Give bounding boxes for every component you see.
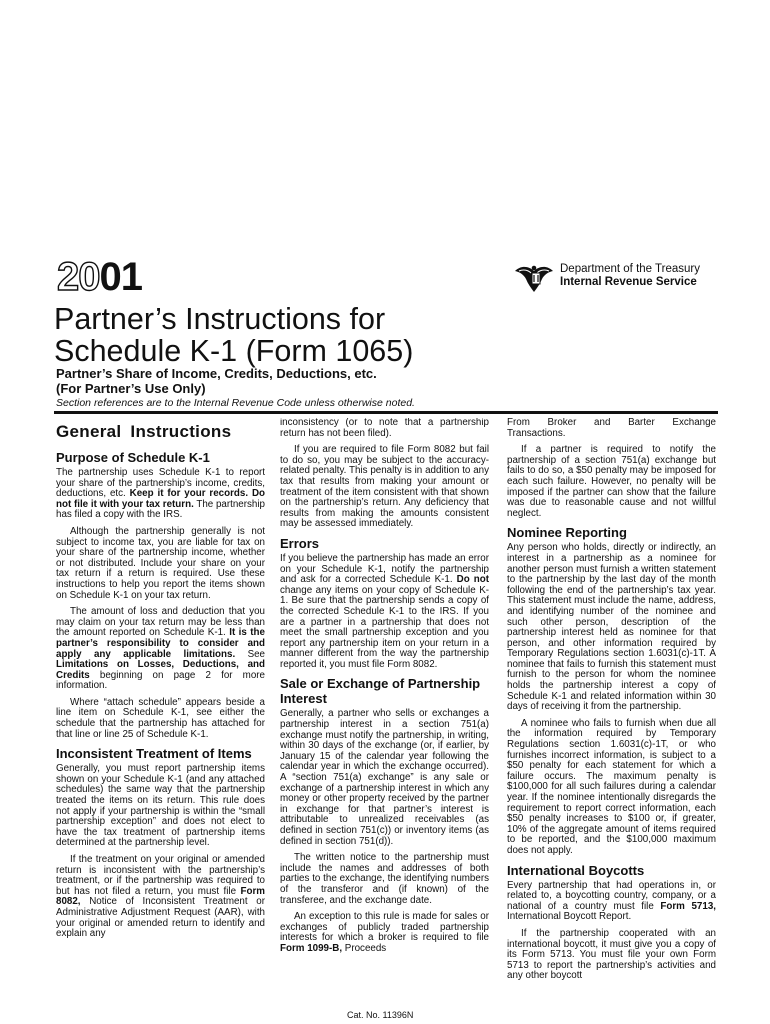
column-1 xyxy=(56,418,265,1008)
column-2 xyxy=(280,418,489,1008)
agency-block xyxy=(513,262,723,296)
text-run: The partnership uses Schedule K-1 to report your share of the partnership’s income, credits, deductions, etc. xyxy=(56,467,265,500)
catalog-number: Cat. No. 11396N xyxy=(347,1010,414,1020)
emphasis-text: It is the partner’s responsibility to consider and apply any applicable limitations. xyxy=(56,627,265,660)
text-run: If the treatment on your original or amended return is inconsistent with the partnership’s treatment, or if the partnership was required to but has not filed a return, you must file xyxy=(56,854,265,897)
emphasis-text: Keep it for your records. Do not file it with your tax return. xyxy=(56,488,265,510)
international-boycotts-heading: International Boycotts xyxy=(507,862,645,878)
text-run: International Boycott Report. xyxy=(507,911,632,923)
form-reference: Form 1099-B, xyxy=(280,942,343,954)
exception-paragraph xyxy=(280,912,489,954)
tax-year-prefix: 20 xyxy=(57,255,100,299)
title-line-1: Partner’s Instructions for xyxy=(54,302,386,336)
tax-year xyxy=(57,257,142,297)
paragraph: If the partnership cooperated with an international boycott, it must give you a copy of its Form 5713. You must file your own Form 5713 to report the partnership’s activities and any other boycott xyxy=(507,927,716,982)
department-name: Department of the Treasury xyxy=(560,263,700,275)
tax-year-suffix: 01 xyxy=(99,255,142,299)
paragraph: Generally, a partner who sells or exchanges a partnership interest in a section 751(a) exchange must notify the partnership, in writing, within 30 days of the exchange (or, if earlier, by January 15 of the calendar year following the calendar year in which the exchange occurred). A “section 751(a) exchange” is any sale or exchange of a partnership interest in which any money or other property received by the partner in exchange for that partner’s interest is attributable to unrealized receivables (as defined in section 751(c)) or inventory items (as defined in section 751(d)). xyxy=(280,708,489,847)
form-8082-paragraph xyxy=(56,855,265,940)
column-3 xyxy=(507,418,716,1008)
paragraph: Although the partnership generally is not subject to income tax, you are liable for tax on your share of the partnership income, whether or not distributed. Include your share on your tax return if a return is required. Use these instructions to help you report the items shown on Schedule K-1 on your tax return. xyxy=(56,525,265,601)
paragraph: Any person who holds, directly or indirectly, an interest in a partnership as a nominee for another person must furnish a written statement to the partnership by the last day of the month following the end of the partnership’s tax year. This statement must include the name, address, and identifying number of the nominee and such other person, description of the partnership interest held as nominee for that person, and other information required by Temporary Regulations section 1.6031(c)-1T. A nominee that fails to furnish this statement must furnish to the person for whom the nominee holds the partnership interest a copy of Schedule K-1 and related information within 30 days of receiving it from the partnership. xyxy=(507,542,716,713)
errors-heading: Errors xyxy=(280,535,320,551)
agency-name: Internal Revenue Service xyxy=(560,276,697,288)
document-subtitle xyxy=(56,366,616,396)
header-divider xyxy=(54,411,718,414)
text-run: See xyxy=(235,648,265,660)
text-run: An exception to this rule is made for sales or exchanges of publicly traded partnership interests for which a broker is required to file xyxy=(280,911,489,944)
errors-paragraph xyxy=(280,554,489,671)
paragraph: Where “attach schedule” appears beside a line item on Schedule K-1, see either the schedule that the partnership has attached for that line or line 25 of Schedule K-1. xyxy=(56,696,265,740)
irs-eagle-logo-icon xyxy=(513,262,555,294)
text-run: Every partnership that had operations in, or related to, a boycotting country, company, or a national of a country must file xyxy=(507,879,716,912)
text-run: The amount of loss and deduction that you may claim on your tax return may be less than the amount reported on Schedule K-1. xyxy=(56,606,265,639)
nominee-reporting-heading: Nominee Reporting xyxy=(507,525,627,541)
emphasis-text: Do not xyxy=(456,574,489,586)
form-reference: Form 8082, xyxy=(56,885,265,908)
subtitle-line-2: (For Partner’s Use Only) xyxy=(56,381,206,396)
form-reference: Form 5713, xyxy=(660,900,716,912)
purpose-paragraph xyxy=(56,468,265,521)
text-run: change any items on your copy of Schedule K-1. Be sure that the partnership sends a copy of the corrected Schedule K-1 to the IRS. If you are a partner in a partnership that does not meet the small partnership exception and you report any partnership item on your return in a manner different from the way the partnership reported it, you must file Form 8082. xyxy=(280,584,489,670)
document-title xyxy=(54,303,654,367)
text-run: beginning on page 2 for more information. xyxy=(56,669,265,692)
cross-reference: Limitations on Losses, Deductions, and Credits xyxy=(56,659,265,681)
subtitle-line-1: Partner’s Share of Income, Credits, Deductions, etc. xyxy=(56,366,377,381)
paragraph: A nominee who fails to furnish when due all the information required by Temporary Regulations section 1.6031(c)-1T, or who furnishes incorrect information, is subject to a $50 penalty for each statement for which a failure occurs. The maximum penalty is $100,000 for all such failures during a calendar year. If the nominee intentionally disregards the requirement to report correct information, each $50 penalty increases to $100 or, if greater, 10% of the aggregate amount of items required to be reported, and the $100,000 maximum does not apply. xyxy=(507,717,716,856)
general-instructions-heading: General Instructions xyxy=(56,422,232,441)
paragraph: From Broker and Barter Exchange Transactions. xyxy=(507,418,716,439)
text-run: The partnership has filed a copy with the IRS. xyxy=(56,498,265,521)
purpose-heading: Purpose of Schedule K-1 xyxy=(56,450,210,465)
sale-exchange-heading: Sale or Exchange of Partnership Interest xyxy=(280,676,481,707)
text-run: Proceeds xyxy=(342,942,387,954)
paragraph: The written notice to the partnership must include the names and addresses of both parties to the exchange, the identifying numbers of the transferor and (if known) of the transferee, and the exchange date. xyxy=(280,852,489,906)
limitations-paragraph xyxy=(56,607,265,692)
inconsistent-treatment-heading: Inconsistent Treatment of Items xyxy=(56,746,252,762)
section-reference-note: Section references are to the Internal Revenue Code unless otherwise noted. xyxy=(56,397,415,409)
title-line-2: Schedule K-1 (Form 1065) xyxy=(54,334,414,368)
text-run: If you believe the partnership has made an error on your Schedule K-1, notify the partnership and ask for a corrected Schedule K-1. xyxy=(280,552,489,586)
paragraph: If you are required to file Form 8082 but fail to do so, you may be subject to the accuracy-related penalty. This penalty is in addition to any tax that results from making your amount or treatment of the item consistent with that shown on the partnership’s return. Any deficiency that results from making the amounts consistent may be assessed immediately. xyxy=(280,444,489,530)
paragraph: Generally, you must report partnership items shown on your Schedule K-1 (and any attached schedules) the same way that the partnership treated the items on its return. This rule does not apply if your partnership is within the “small partnership exception” and does not elect to have the tax treatment of partnership items determined at the partnership level. xyxy=(56,763,265,849)
boycott-paragraph xyxy=(507,881,716,923)
text-run: Notice of Inconsistent Treatment or Administrative Adjustment Request (AAR), with your original or amended return to identify and explain any xyxy=(56,896,265,940)
paragraph: inconsistency (or to note that a partnership return has not been filed). xyxy=(280,418,489,439)
paragraph: If a partner is required to notify the partnership of a section 751(a) exchange but fails to do so, a $50 penalty may be imposed for each such failure. However, no penalty will be imposed if the partner can show that the failure was due to reasonable cause and not willful neglect. xyxy=(507,444,716,519)
